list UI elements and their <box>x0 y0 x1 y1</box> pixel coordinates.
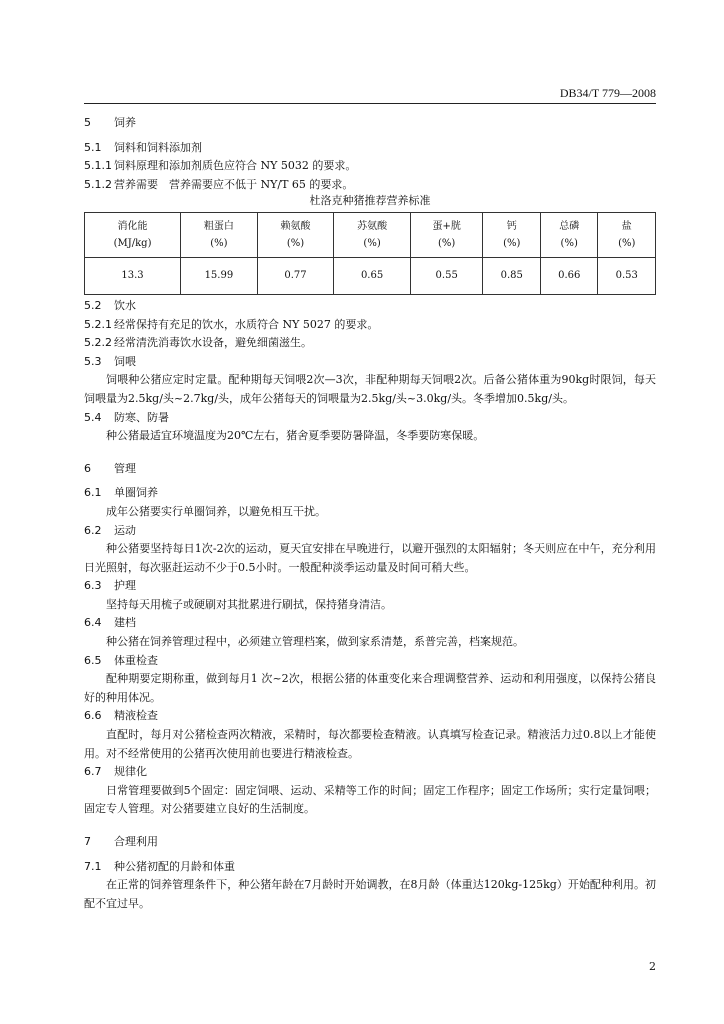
clause-5-1-2: 5.1.2 营养需要 营养需要应不低于 NY/T 65 的要求。 <box>84 177 354 191</box>
table-header-cell: 总磷 (%) <box>540 212 597 257</box>
table-header-cell: 蛋+胱 (%) <box>410 212 483 257</box>
page-content <box>84 108 656 913</box>
feeding-paragraph: 饲喂种公猪应定时定量。配种期每天饲喂2次—3次，非配种期每天饲喂2次。后备公猪体重为90kg时限饲，每天饲喂量为2.5kg/头~2.7kg/头，成年公猪每天的饲喂量为2.5kg/头~3.0kg/头。冬季增加0.5kg/头。 <box>84 373 656 405</box>
table-cell: 0.55 <box>410 257 483 294</box>
section-6-heading: 6 管理 <box>84 461 136 475</box>
table-cell: 0.66 <box>540 257 597 294</box>
nutrition-table <box>84 212 656 295</box>
weight-check-paragraph: 配种期要定期称重，做到每月1 次~2次，根据公猪的体重变化来合理调整营养、运动和利用强度，以保持公猪良好的种用体况。 <box>84 672 656 704</box>
first-breeding-paragraph: 在正常的饲养管理条件下，种公猪年龄在7月龄时开始调教，在8月龄（体重达120kg-125kg）开始配种利用。初配不宜过早。 <box>84 878 656 910</box>
section-7-heading: 7 合理利用 <box>84 835 158 848</box>
section-5-3-heading: 5.3 饲喂 <box>84 354 136 368</box>
exercise-paragraph: 种公猪要坚持每日1次-2次的运动，夏天宜安排在早晚进行，以避开强烈的太阳辐射；冬天则应在中午，充分利用日光照射，每次驱赶运动不少于0.5小时。一般配种淡季运动量及时间可稍大些。 <box>84 542 656 574</box>
records-paragraph: 种公猪在饲养管理过程中，必须建立管理档案，做到家系清楚，系普完善，档案规范。 <box>106 635 524 649</box>
table-cell: 0.85 <box>483 257 540 294</box>
temperature-paragraph: 种公猪最适宜环境温度为20℃左右，猪舍夏季要防暑降温，冬季要防寒保暖。 <box>106 429 485 443</box>
table-title: 杜洛克种猪推荐营养标准 <box>309 194 431 208</box>
section-5-heading: 5 饲养 <box>84 116 136 129</box>
clause-5-1-1: 5.1.1 饲料原理和添加剂质色应符合 NY 5032 的要求。 <box>84 159 357 173</box>
section-6-3-heading: 6.3 护理 <box>84 579 136 593</box>
section-6-4-heading: 6.4 建档 <box>84 616 136 630</box>
section-6-5-heading: 6.5 体重检查 <box>84 653 158 667</box>
clause-5-2-1: 5.2.1 经常保持有充足的饮水，水质符合 NY 5027 的要求。 <box>84 317 379 331</box>
section-7-1-heading: 7.1 种公猪初配的月龄和体重 <box>84 859 235 873</box>
table-header-cell: 盐 (%) <box>598 212 656 257</box>
page-number: 2 <box>649 960 656 973</box>
table-cell: 0.53 <box>598 257 656 294</box>
table-header-cell: 赖氨酸 (%) <box>257 212 334 257</box>
table-header-row <box>85 212 656 257</box>
section-5-4-heading: 5.4 防寒、防暑 <box>84 410 169 424</box>
section-5-1-heading: 5.1 饲料和饲料添加剂 <box>84 140 202 154</box>
section-5-2-heading: 5.2 饮水 <box>84 298 136 312</box>
table-cell: 15.99 <box>181 257 258 294</box>
table-cell: 0.77 <box>257 257 334 294</box>
table-cell: 13.3 <box>85 257 181 294</box>
clause-5-2-2: 5.2.2 经常清洗消毒饮水设备，避免细菌滋生。 <box>84 336 312 350</box>
semen-check-paragraph: 直配时，每月对公猪检查两次精液，采精时，每次都要检查精液。认真填写检查记录。精液活力过0.8以上才能使用。对不经常使用的公猪再次使用前也要进行精液检查。 <box>84 728 656 760</box>
section-6-6-heading: 6.6 精液检查 <box>84 709 158 723</box>
single-pen-paragraph: 成年公猪要实行单圈饲养，以避免相互干扰。 <box>106 504 326 518</box>
table-cell: 0.65 <box>334 257 411 294</box>
section-6-7-heading: 6.7 规律化 <box>84 765 147 779</box>
section-6-1-heading: 6.1 单圈饲养 <box>84 486 158 500</box>
routine-paragraph: 日常管理要做到5个固定：固定饲喂、运动、采精等工作的时间；固定工作程序；固定工作场所；实行定量饲喂；固定专人管理。对公猪要建立良好的生活制度。 <box>84 783 656 816</box>
section-6-2-heading: 6.2 运动 <box>84 523 136 537</box>
table-header-cell: 钙 (%) <box>483 212 540 257</box>
table-header-cell: 粗蛋白 (%) <box>181 212 258 257</box>
header-rule <box>84 103 656 104</box>
table-row <box>85 257 656 294</box>
table-header-cell: 消化能 (MJ/kg) <box>85 212 181 257</box>
table-header-cell: 苏氨酸 (%) <box>334 212 411 257</box>
standard-code: DB34/T 779—2008 <box>559 86 656 100</box>
care-paragraph: 坚持每天用梳子或硬刷对其批累进行刷拭，保持猪身清洁。 <box>106 597 392 611</box>
